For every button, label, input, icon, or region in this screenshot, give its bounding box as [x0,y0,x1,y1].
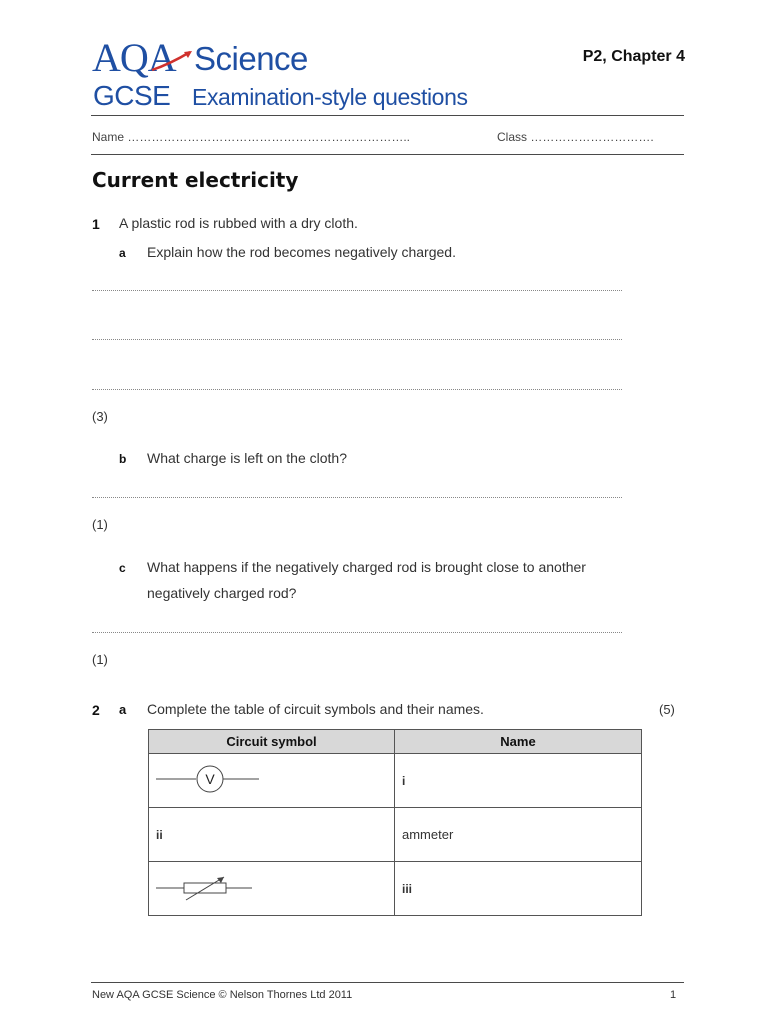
answer-line [92,497,622,499]
class-field: Class …………………………. [497,130,654,144]
table-header-row [149,730,642,754]
table-cell-name: iii [395,862,642,916]
question-1c-text-line2: negatively charged rod? [147,585,297,601]
table-row [149,754,642,808]
voltmeter-symbol-cell [149,754,395,808]
footer-copyright: New AQA GCSE Science © Nelson Thornes Ltd 2011 [92,989,353,1001]
question-1c-marks: (1) [92,652,108,667]
variable-resistor-icon [156,870,266,904]
answer-line [92,290,622,292]
circuit-symbols-table [148,729,642,916]
question-1a-marks: (3) [92,409,108,424]
table-row [149,808,642,862]
question-2-number: 2 [92,702,100,718]
question-1-stem: A plastic rod is rubbed with a dry cloth. [119,215,358,231]
question-2a-text: Complete the table of circuit symbols and their names. [147,701,484,717]
question-1b-marks: (1) [92,517,108,532]
question-1b-label: b [119,452,127,466]
logo-science: Science [194,40,308,77]
header-divider [91,115,684,116]
logo-subtitle: Examination-style questions [192,84,468,110]
table-row [149,862,642,916]
question-1-number: 1 [92,216,100,232]
answer-line [92,389,622,391]
footer-divider [91,982,684,983]
variable-resistor-symbol-cell [149,862,395,916]
table-cell-name: ammeter [395,808,642,862]
question-2a-label: a [119,702,127,717]
logo-gcse: GCSE [93,80,171,111]
table-cell-name: i [395,754,642,808]
logo-aqa: AQA [92,35,176,80]
voltmeter-icon [156,764,266,794]
page-number: 1 [670,989,677,1001]
table-cell-symbol: ii [149,808,395,862]
page-title: Current electricity [92,168,299,192]
answer-line [92,632,622,634]
voltmeter-letter: V [205,771,215,787]
name-divider [91,154,684,155]
answer-line [92,339,622,341]
question-1b-text: What charge is left on the cloth? [147,450,347,466]
question-1a-text: Explain how the rod becomes negatively charged. [147,244,456,260]
chapter-label: P2, Chapter 4 [582,48,685,65]
logo-swoosh-icon [150,50,194,74]
table-header-name: Name [395,730,642,754]
question-1a-label: a [119,246,126,260]
question-2a-marks: (5) [659,702,675,717]
question-1c-label: c [119,561,126,575]
name-field: Name …………………………………………………………….. [92,130,411,144]
question-1c-text-line1: What happens if the negatively charged rod is brought close to another [147,559,586,575]
table-header-symbol: Circuit symbol [149,730,395,754]
